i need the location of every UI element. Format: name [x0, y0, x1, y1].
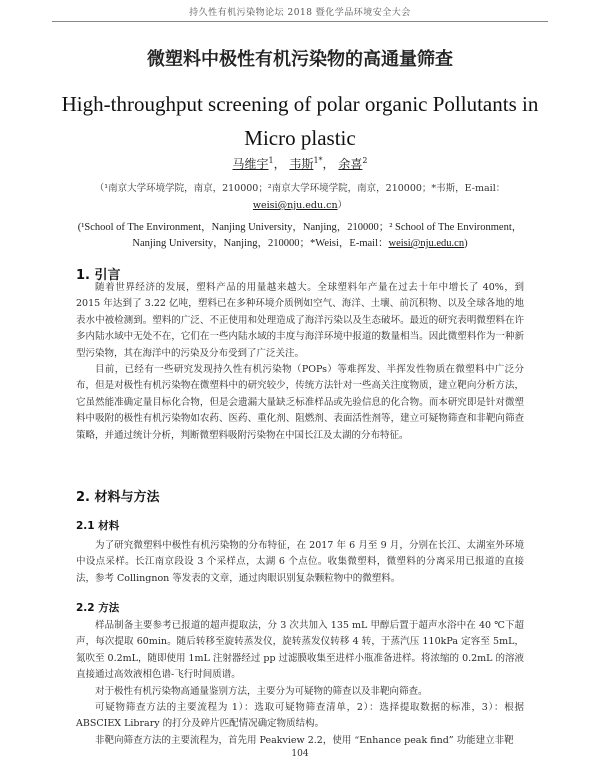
author-3: 余喜 [338, 157, 363, 171]
affiliation-english [52, 220, 548, 252]
affiliation-chinese-close: ） [337, 200, 348, 211]
affiliation-english-line2: Nanjing University，Nanjing，210000；*Weisi，E-mail： [132, 238, 389, 249]
affiliation-chinese-email[interactable]: weisi@nju.edu.cn [252, 200, 338, 211]
title-english-line1: High-throughput screening of polar organic Pollutants in [61, 92, 539, 116]
affiliation-english-line1: (¹School of The Environment，Nanjing University，Nanjing，210000；² School of The Environment， [77, 222, 523, 233]
header-rule [52, 21, 548, 22]
author-list [52, 155, 548, 172]
conference-header: 持久性有机污染物论坛 2018 暨化学品环境安全大会 [189, 8, 411, 18]
author-3-affil: 2 [362, 156, 368, 165]
title-english-line2: Micro plastic [244, 126, 356, 150]
author-sep-2: ， [322, 157, 335, 171]
method-paragraph-1: 样品制备主要参考已报道的超声提取法，分 3 次共加入 135 mL 甲醇后置于超声水浴中在 40 ℃下超声，每次提取 60min。随后转移至旋转蒸发仪，旋转蒸发仪转移 4 转，于蒸汽压 110kPa 定容至 5mL，氮吹至 0.2mL，随即使用 1mL 注射器经过 pp 过滤膜收集至进样小瓶准备进样。将浓缩的 0.2mL 的溶液直接通过高效液相色谱-飞行时间质谱。 [76, 620, 525, 681]
intro-paragraph-2: 目前，已经有一些研究发现持久性有机污染物（POPs）等难挥发、半挥发性物质在微塑料中广泛分布，但是对极性有机污染物在微塑料中的研究较少，传统方法针对一些高关注度物质，建立靶向分析方法，它虽然能准确定量目标化合物，但是会遗漏大量缺乏标准样品或先验信息的化合物。而本研究即是针对微塑料中吸附的极性有机污染物如农药、医药、重化剂、阻燃剂、表面活性剂等，建立可疑物筛查和非靶向筛查策略，并通过统计分析，判断微塑料吸附污染物在中国长江及太湖的分布特征。 [76, 364, 524, 441]
section-heading-methods: 2. 材料与方法 [76, 490, 160, 505]
section-heading-introduction: 1. 引言 [76, 268, 121, 283]
affiliation-chinese-text: （¹南京大学环境学院，南京，210000；²南京大学环境学院，南京，210000；*韦斯，E-mail： [94, 183, 506, 194]
title-chinese: 微塑料中极性有机污染物的高通量筛查 [147, 49, 453, 70]
page-number: 104 [291, 749, 309, 759]
subsection-heading-method: 2.2 方法 [76, 602, 120, 614]
author-sep-1: ， [273, 157, 286, 171]
author-1-affil: 1 [268, 156, 274, 165]
title-english [52, 87, 548, 155]
author-2: 韦斯 [289, 157, 314, 171]
affiliation-english-email[interactable]: weisi@nju.edu.cn [388, 238, 465, 249]
subsection-heading-materials: 2.1 材料 [76, 520, 120, 532]
affiliation-english-close: ) [464, 238, 468, 249]
method-paragraph-4: 非靶向筛查方法的主要流程为，首先用 Peakview 2.2，使用 “Enhance peak find” 功能建立非靶 [95, 735, 514, 746]
author-1: 马维宇 [232, 157, 269, 171]
materials-paragraph: 为了研究微塑料中极性有机污染物的分布特征，在 2017 年 6 月至 9 月，分别在长江、太湖室外环境中设点采样。长江南京段设 3 个采样点，太湖 6 个点位。收集微塑料，微塑料的分离采用已报道的直接法，参考 Collingnon 等发表的文章，通过肉眼识别复杂颗粒物中的微塑料。 [76, 540, 524, 584]
affiliation-english-line2-wrap [52, 236, 548, 252]
author-2-affil: 1* [313, 156, 323, 165]
intro-paragraph-1: 随着世界经济的发展，塑料产品的用量越来越大。全球塑料年产量在过去十年中增长了 40%，到 2015 年达到了 3.22 亿吨，塑料已在多种环境介质例如空气、海洋、土壤、前沉积物、以及全球各地的地表水中被检测到。塑料的广泛、不正使用和处理造成了海洋污染以及生态破坏。最近的研究表明微塑料在许多内陆水域中无处不在，它们在一些内陆水域的丰度与海洋环境中报道的数量相当。因此微塑料作为一种新型污染物，其在海洋中的污染及分布受到了广泛关注。 [76, 282, 524, 359]
method-paragraph-2: 对于极性有机污染物高通量鉴别方法，主要分为可疑物的筛查以及非靶向筛查。 [95, 686, 428, 697]
affiliation-chinese [52, 180, 548, 214]
method-paragraph-3: 可疑物筛查方法的主要流程为 1）：选取可疑物筛查清单，2）：选择提取数据的标准，3）：根据 ABSCIEX Library 的打分及碎片匹配情况确定物质结构。 [76, 702, 524, 730]
